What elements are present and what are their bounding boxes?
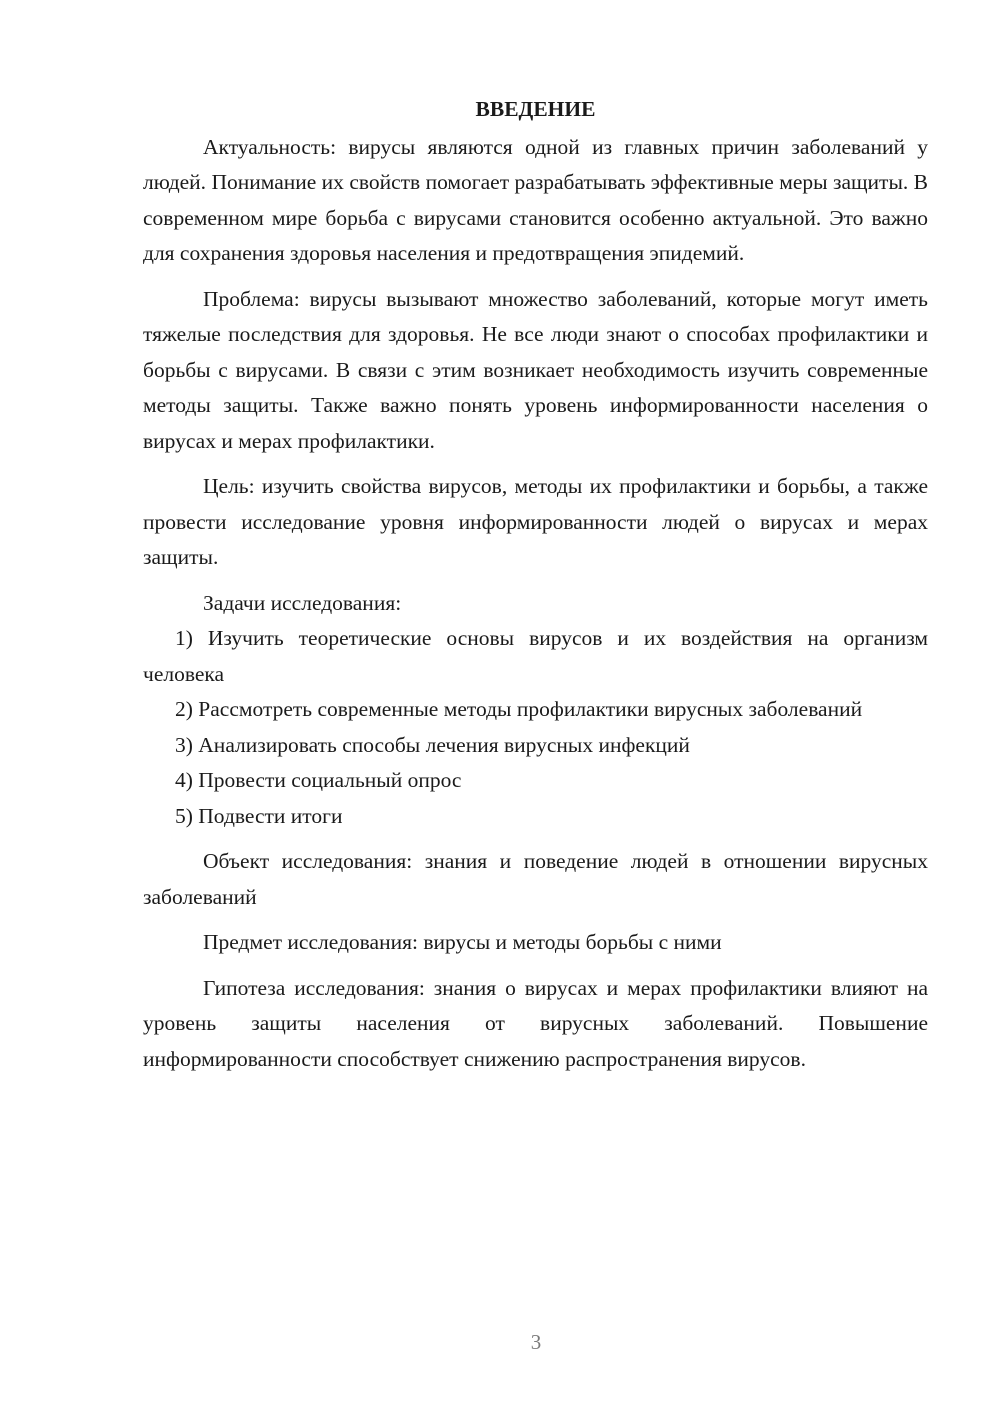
section-heading: ВВЕДЕНИЕ (475, 97, 596, 121)
page-number: 3 (530, 1330, 542, 1354)
list-item: 4) Провести социальный опрос (175, 768, 462, 792)
paragraph-subject: Предмет исследования: вирусы и методы борьбы с ними (203, 930, 722, 954)
paragraph-goal: Цель: изучить свойства вирусов, методы их профилактики и борьбы, а также провести исследование уровня информированности людей о вирусах и мерах защиты. (143, 474, 928, 569)
list-item: 2) Рассмотреть современные методы профилактики вирусных заболеваний (175, 697, 863, 721)
paragraph-problem: Проблема: вирусы вызывают множество заболеваний, которые могут иметь тяжелые последствия для здоровья. Не все люди знают о способах профилактики и борьбы с вирусами. В связи с этим возникает необходимость изучить современные методы защиты. Также важно понять уровень информированности населения о вирусах и мерах профилактики. (143, 286, 928, 453)
tasks-list (143, 621, 928, 834)
list-item: 1) Изучить теоретические основы вирусов и их воздействия на организм человека (143, 626, 928, 686)
paragraph-relevance: Актуальность: вирусы являются одной из главных причин заболеваний у людей. Понимание их свойств помогает разрабатывать эффективные меры защиты. В современном мире борьба с вирусами становится особенно актуальной. Это важно для сохранения здоровья населения и предотвращения эпидемий. (143, 134, 928, 265)
tasks-title: Задачи исследования: (203, 590, 402, 615)
paragraph-object: Объект исследования: знания и поведение людей в отношении вирусных заболеваний (143, 849, 928, 909)
paragraph-hypothesis: Гипотеза исследования: знания о вирусах и мерах профилактики влияют на уровень защиты населения от вирусных заболеваний. Повышение информированности способствует снижению распространения вирусов. (143, 975, 928, 1071)
list-item: 5) Подвести итоги (175, 803, 343, 828)
list-item: 3) Анализировать способы лечения вирусных инфекций (175, 732, 690, 757)
document-body (143, 92, 928, 1077)
